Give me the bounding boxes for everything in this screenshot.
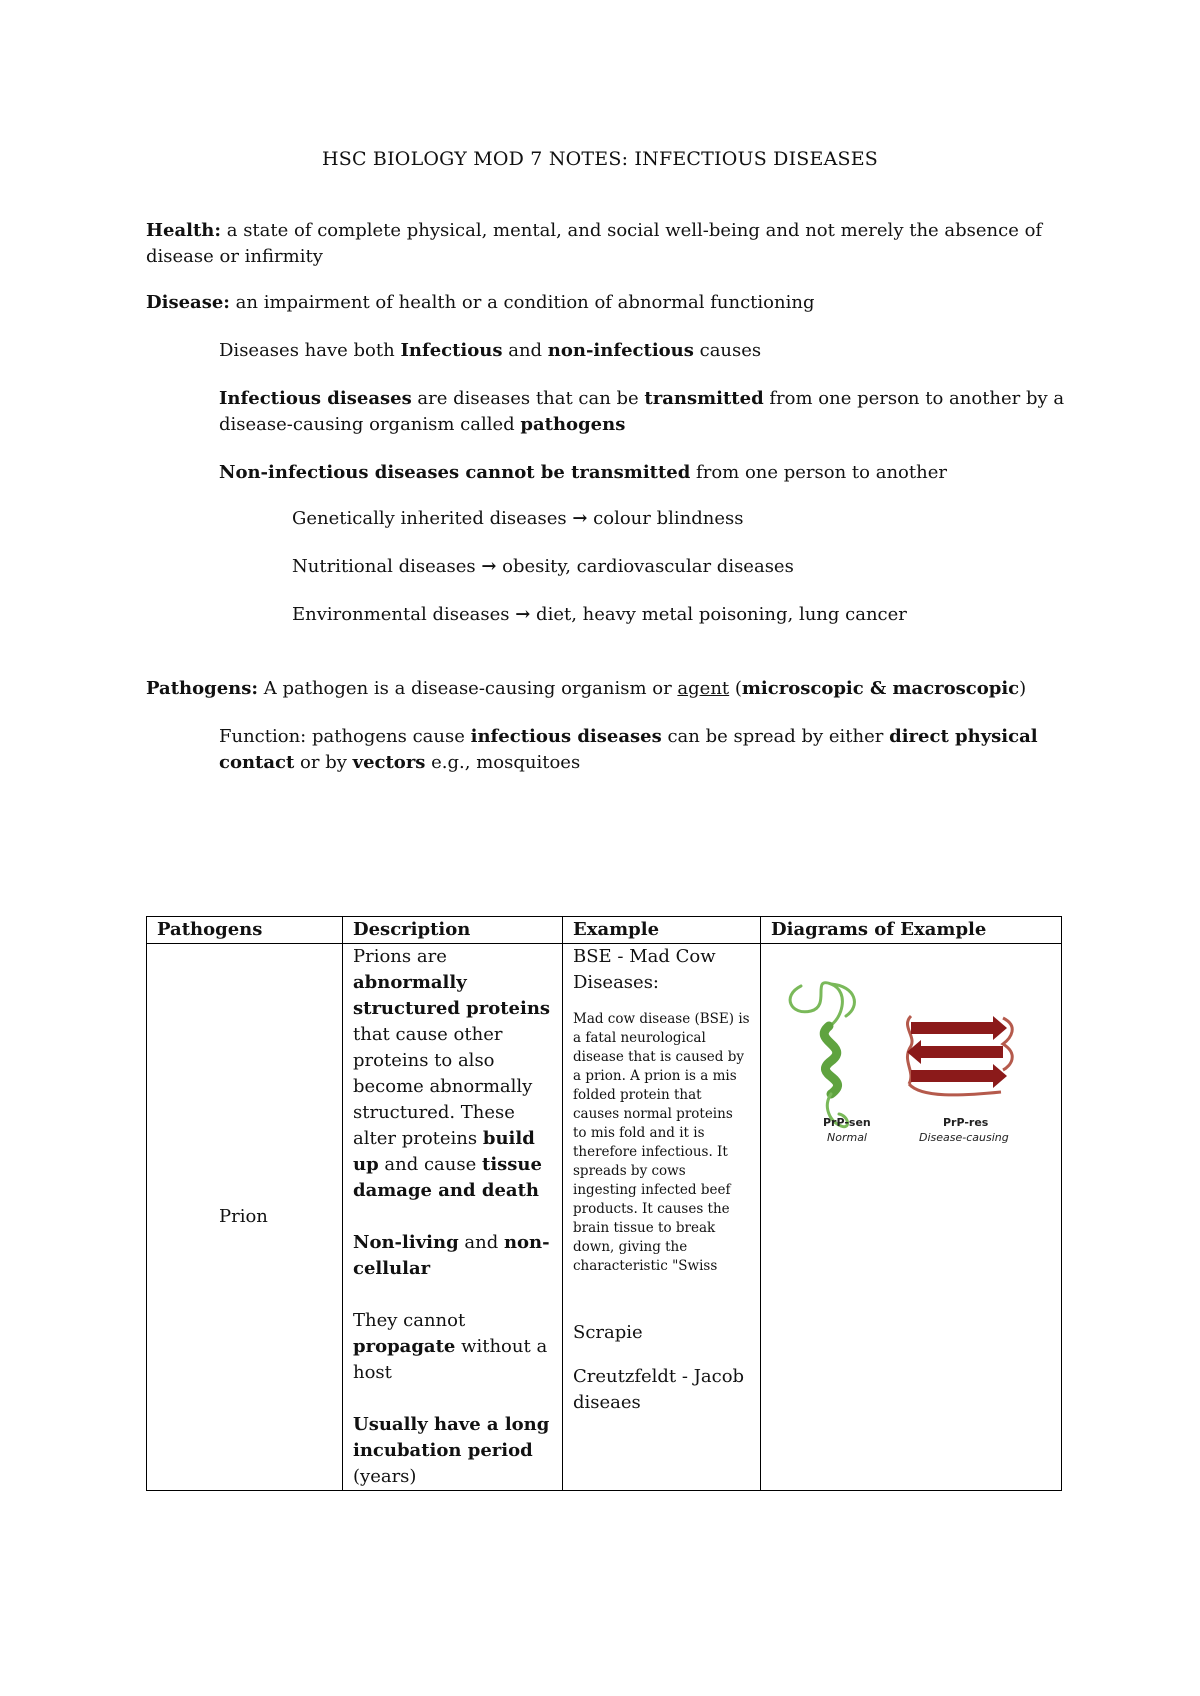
table-header-row <box>147 917 1062 944</box>
function-definition: Function: pathogens cause infectious diseases can be spread by either direct physical contact or by vectors e.g., mosquitoes <box>219 726 1038 773</box>
prp-res-sublabel: Disease-causing <box>919 1131 1009 1144</box>
example-nutritional: Nutritional diseases → obesity, cardiovascular diseases <box>292 556 794 577</box>
header-pathogens: Pathogens <box>147 917 343 944</box>
example-cjd: Creutzfeldt - Jacob diseaes <box>573 1366 745 1413</box>
health-term: Health: <box>146 220 222 241</box>
disease-definition: Disease: an impairment of health or a condition of abnormal functioning <box>146 292 815 313</box>
non-infectious-definition: Non-infectious diseases cannot be transmitted from one person to another <box>219 462 947 483</box>
example-scrapie: Scrapie <box>573 1322 643 1343</box>
pathogens-table <box>146 916 1062 1491</box>
example-bse-title: BSE - Mad Cow Diseases: <box>573 946 716 993</box>
health-definition: Health: a state of complete physical, mental, and social well-being and not merely the absence of disease or infirmity <box>146 220 1043 267</box>
cell-diagram <box>761 944 1062 1491</box>
prp-sen-structure <box>790 983 854 1127</box>
prp-sen-sublabel: Normal <box>827 1131 867 1144</box>
prp-res-label: PrP-res <box>943 1116 989 1129</box>
arrow-icon: → <box>481 556 497 577</box>
page-title: HSC BIOLOGY MOD 7 NOTES: INFECTIOUS DISEASES <box>321 148 879 170</box>
cell-pathogen-name: Prion <box>147 944 343 1491</box>
prion-protein-diagram <box>771 966 1031 1156</box>
cell-description: Prions are abnormally structured proteins that cause other proteins to also become abnormally structured. These alter proteins build up and cause tissue damage and death Non-living and non-cellular They cannot propagate without a host Usually have a long incubation period (years) <box>343 944 563 1491</box>
prp-sen-label: PrP-sen <box>823 1116 871 1129</box>
prp-res-structure <box>907 1016 1012 1095</box>
example-bse-text: Mad cow disease (BSE) is a fatal neurological disease that is caused by a prion. A prion is a mis folded protein that causes normal proteins to mis fold and it is therefore infectious. It spreads by cows ingesting infected beef products. It causes the brain tissue to break down, giving the characteristic "Swiss <box>573 1011 750 1274</box>
arrow-icon: → <box>515 604 531 625</box>
infectious-diseases-definition: Infectious diseases are diseases that can be transmitted from one person to another by a disease-causing organism called pathogens <box>219 388 1065 435</box>
arrow-icon: → <box>572 508 588 529</box>
pathogens-definition: Pathogens: A pathogen is a disease-causing organism or agent (microscopic & macroscopic) <box>146 678 1027 699</box>
example-genetic: Genetically inherited diseases → colour blindness <box>292 508 744 529</box>
header-description: Description <box>343 917 563 944</box>
header-diagrams: Diagrams of Example <box>761 917 1062 944</box>
disease-term: Disease: <box>146 292 230 313</box>
table-row-prion <box>147 944 1062 1491</box>
causes-sentence: Diseases have both Infectious and non-infectious causes <box>219 340 762 361</box>
example-environmental: Environmental diseases → diet, heavy metal poisoning, lung cancer <box>292 604 907 625</box>
header-example: Example <box>563 917 761 944</box>
cell-example <box>563 944 761 1491</box>
